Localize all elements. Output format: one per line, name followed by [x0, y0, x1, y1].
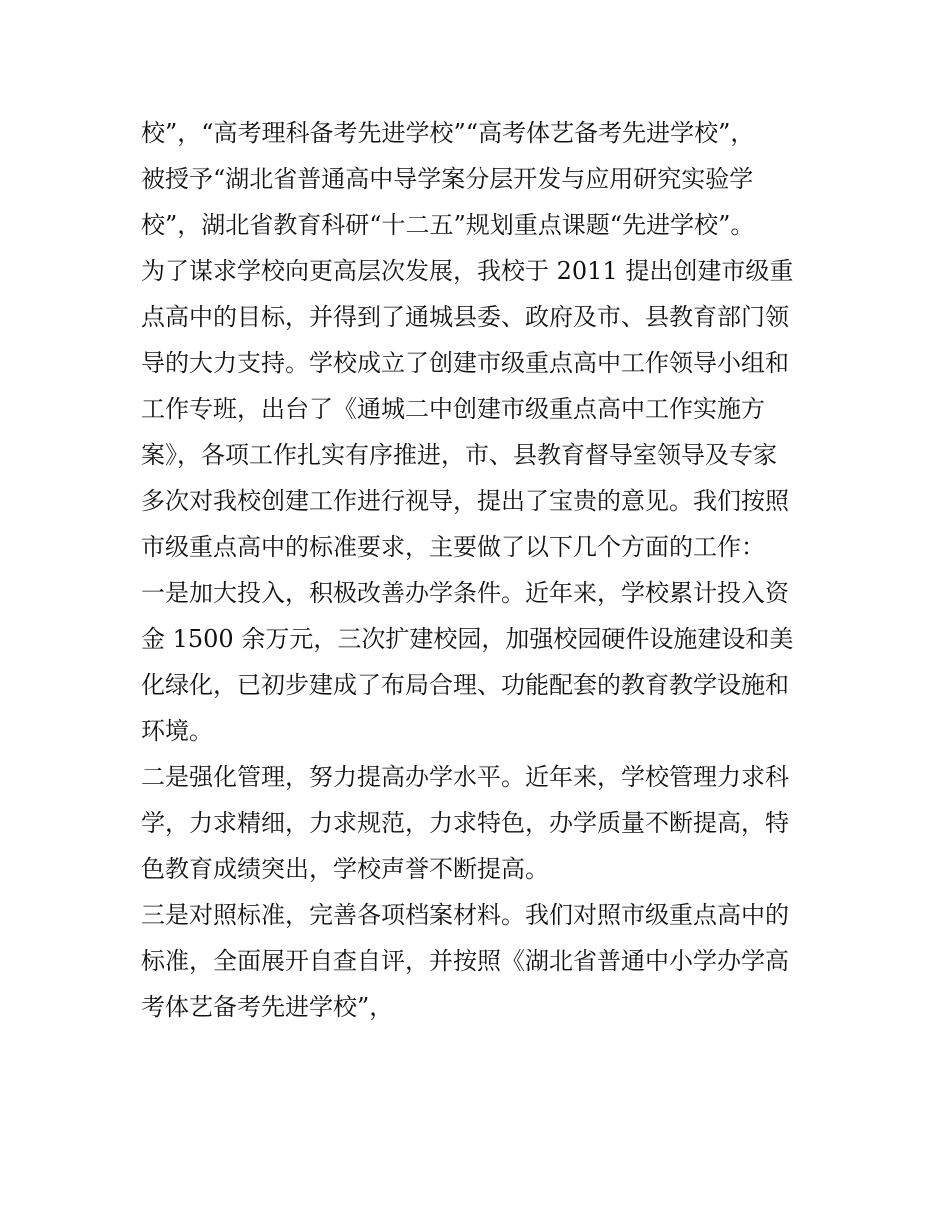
text-line-1: 校”，“高考理科备考先进学校”“高考体艺备考先进学校”， [141, 119, 755, 147]
text-line-9: 多次对我校创建工作进行视导，提出了宝贵的意见。我们按照 [141, 487, 789, 515]
text-line-13: 化绿化，已初步建成了布局合理、功能配套的教育教学设施和 [141, 671, 789, 699]
text-line-4: 为了谋求学校向更高层次发展，我校于 2011 提出创建市级重 [141, 257, 794, 285]
text-line-17: 色教育成绩突出，学校声誉不断提高。 [141, 855, 549, 883]
text-line-16: 学，力求精细，力求规范，力求特色，办学质量不断提高，特 [141, 809, 789, 837]
text-line-10: 市级重点高中的标准要求，主要做了以下几个方面的工作： [141, 533, 765, 561]
text-line-20: 考体艺备考先进学校”， [141, 993, 394, 1021]
text-line-3: 校”，湖北省教育科研“十二五”规划重点课题“先进学校”。 [141, 211, 755, 239]
text-line-14: 环境。 [141, 717, 213, 745]
text-line-11: 一是加大投入，积极改善办学条件。近年来，学校累计投入资 [141, 579, 789, 607]
text-line-12: 金 1500 余万元，三次扩建校园，加强校园硬件设施建设和美 [141, 625, 794, 653]
text-line-5: 点高中的目标，并得到了通城县委、政府及市、县教育部门领 [141, 303, 789, 331]
text-line-6: 导的大力支持。学校成立了创建市级重点高中工作领导小组和 [141, 349, 789, 377]
text-line-7: 工作专班，出台了《通城二中创建市级重点高中工作实施方 [141, 395, 765, 423]
text-line-18: 三是对照标准，完善各项档案材料。我们对照市级重点高中的 [141, 901, 789, 929]
text-line-2: 被授予“湖北省普通高中导学案分层开发与应用研究实验学 [141, 165, 754, 193]
document-body [141, 110, 821, 1030]
text-line-8: 案》，各项工作扎实有序推进，市、县教育督导室领导及专家 [141, 441, 777, 469]
text-line-15: 二是强化管理，努力提高办学水平。近年来，学校管理力求科 [141, 763, 789, 791]
text-line-19: 标准，全面展开自查自评，并按照《湖北省普通中小学办学高 [141, 947, 789, 975]
